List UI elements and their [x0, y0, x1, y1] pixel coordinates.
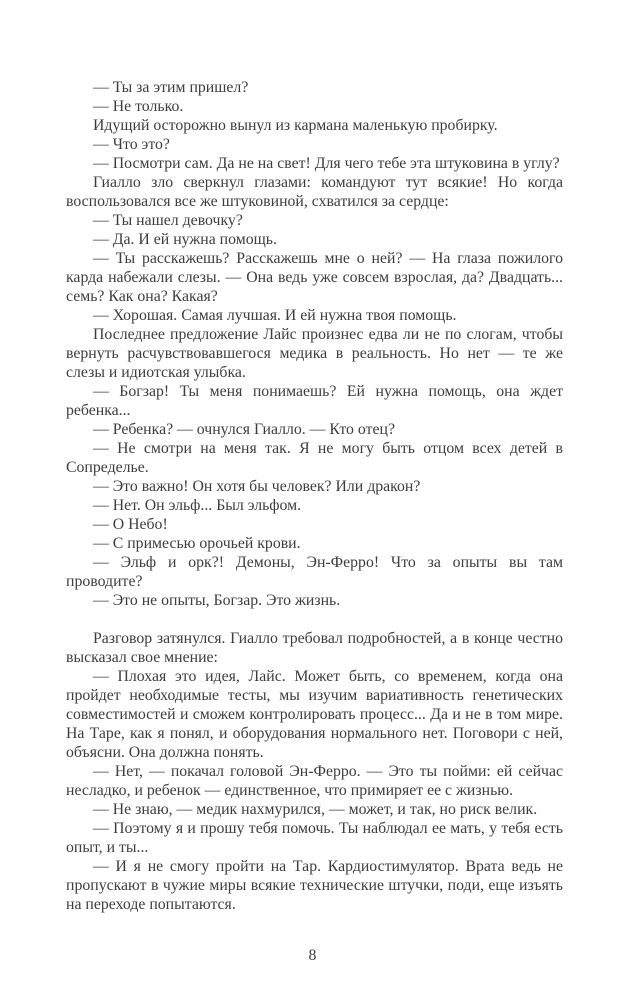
- paragraph: — Что это?: [93, 136, 170, 153]
- paragraph: — Хорошая. Самая лучшая. И ей нужна твоя помощь.: [93, 307, 457, 324]
- paragraph: — Не смотри на меня так. Я не могу быть отцом всех детей в Сопределье.: [66, 440, 563, 476]
- paragraph: Идущий осторожно вынул из кармана маленькую пробирку.: [93, 117, 498, 134]
- paragraph: — Ты нашел девочку?: [93, 212, 243, 229]
- paragraph: Разговор затянулся. Гиалло требовал подробностей, а в конце честно высказал свое мнение:: [66, 630, 563, 666]
- paragraph: — Это не опыты, Богзар. Это жизнь.: [93, 592, 341, 609]
- paragraph: Гиалло зло сверкнул глазами: командуют тут всякие! Но когда воспользовался все же штуковиной, схватился за сердце:: [66, 174, 563, 210]
- paragraph: — Не только.: [93, 98, 184, 115]
- paragraph: — Нет, — покачал головой Эн-Ферро. — Это ты пойми: ей сейчас несладко, и ребенок — единственное, что примиряет ее с жизнью.: [66, 763, 563, 799]
- paragraph: — Нет. Он эльф... Был эльфом.: [93, 497, 302, 514]
- paragraph: — С примесью орочьей крови.: [93, 535, 301, 552]
- paragraph: — Ты расскажешь? Расскажешь мне о ней? — На глаза пожилого карда набежали слезы. — Она ведь уже совсем взрослая, да? Двадцать... семь? Как она? Какая?: [66, 250, 563, 305]
- paragraph: — Да. И ей нужна помощь.: [93, 231, 277, 248]
- paragraph: — Не знаю, — медик нахмурился, — может, и так, но риск велик.: [93, 801, 538, 818]
- page-number: 8: [308, 947, 317, 964]
- paragraph: — Плохая это идея, Лайс. Может быть, со временем, когда она пройдет необходимые тесты, мы изучим вариативность генетических совместимостей и сможем контролировать процесс... Да и не в том мире. На Таре, как я понял, и оборудования нормального нет. Поговори с ней, объясни. Она должна понять.: [66, 668, 563, 761]
- paragraph: — Ты за этим пришел?: [93, 79, 249, 96]
- paragraph: — Богзар! Ты меня понимаешь? Ей нужна помощь, она ждет ребенка...: [66, 383, 563, 419]
- paragraph: Последнее предложение Лайс произнес едва ли не по слогам, чтобы вернуть расчувствовавшегося медика в реальность. Но нет — те же слезы и идиотская улыбка.: [66, 326, 563, 381]
- paragraph: — Поэтому я и прошу тебя помочь. Ты наблюдал ее мать, у тебя есть опыт, и ты...: [66, 820, 563, 856]
- paragraph: — И я не смогу пройти на Тар. Кардиостимулятор. Врата ведь не пропускают в чужие миры всякие технические штучки, поди, еще изъять на переходе попытаются.: [66, 858, 563, 913]
- paragraph: — Посмотри сам. Да не на свет! Для чего тебе эта штуковина в углу?: [93, 155, 560, 172]
- paragraph: — Ребенка? — очнулся Гиалло. — Кто отец?: [93, 421, 395, 438]
- paragraph: — Это важно! Он хотя бы человек? Или дракон?: [93, 478, 421, 495]
- paragraph: — Эльф и орк?! Демоны, Эн-Ферро! Что за опыты вы там проводите?: [66, 554, 563, 590]
- paragraph: — О Небо!: [93, 516, 168, 533]
- page-text: [66, 78, 563, 914]
